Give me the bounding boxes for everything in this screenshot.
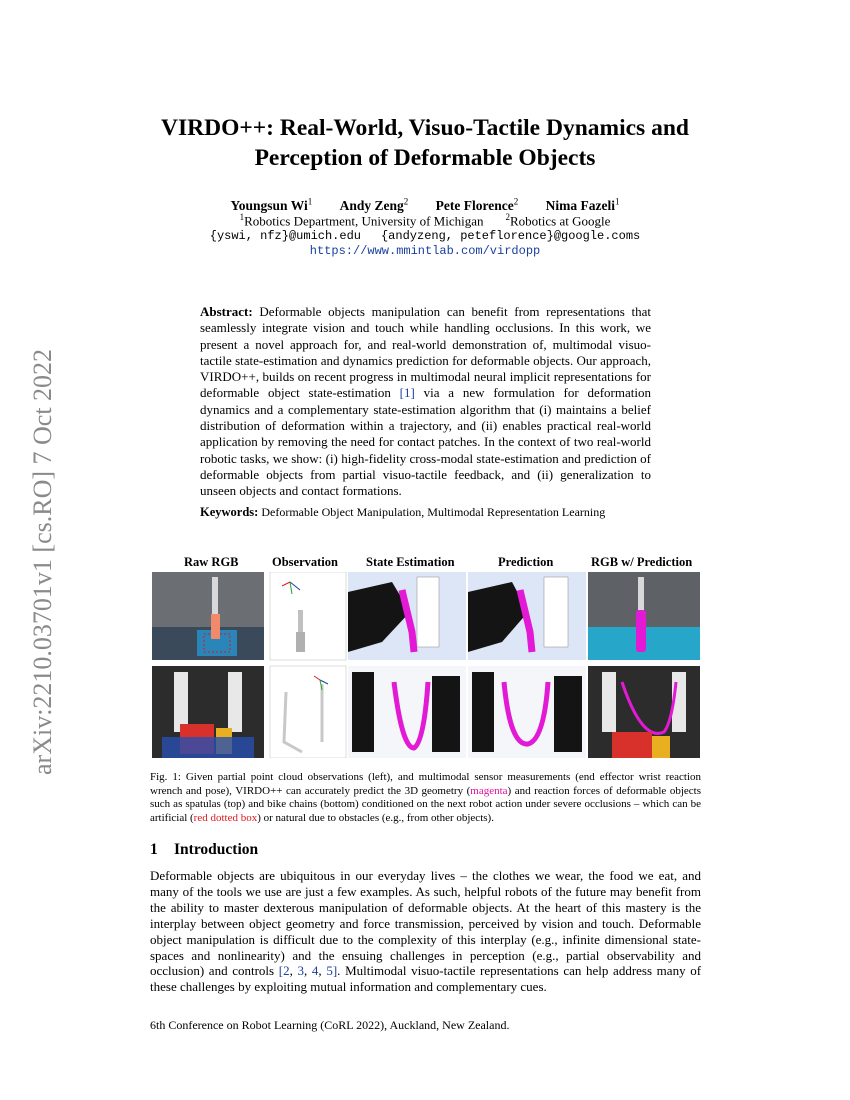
observation-chain-image xyxy=(270,666,346,758)
author-list xyxy=(120,196,730,214)
abstract-label: Abstract: xyxy=(200,304,253,319)
author-emails xyxy=(120,229,730,243)
figure-1 xyxy=(152,572,700,758)
citation-link[interactable]: 4 xyxy=(311,963,319,979)
col-header-raw-rgb: Raw RGB xyxy=(184,555,239,569)
conference-footer: 6th Conference on Robot Learning (CoRL 2022), Auckland, New Zealand. xyxy=(150,1018,510,1032)
arxiv-id: arXiv:2210.03701v1 [cs.RO] 7 Oct 2022 xyxy=(28,348,57,775)
author: Nima Fazeli$^1$ xyxy=(545,196,620,213)
col-header-rgb-prediction: RGB w/ Prediction xyxy=(591,555,693,569)
figure-column-headers xyxy=(150,555,702,571)
citation-link[interactable]: 5] xyxy=(326,963,338,979)
rgb-prediction-spatula-image xyxy=(588,572,700,660)
email-umich: {yswi, nfz}@umich.edu xyxy=(209,229,361,243)
rgb-prediction-chain-image xyxy=(588,666,700,758)
citation-link[interactable]: 3 xyxy=(297,963,305,979)
paper-title xyxy=(120,113,730,173)
caption-red-phrase: red dotted box xyxy=(193,812,258,825)
author: Youngsun Wi$^1$ xyxy=(230,196,313,213)
observation-spatula-image xyxy=(270,572,346,660)
title-line-1: VIRDO++: Real-World, Visuo-Tactile Dynamics and xyxy=(161,115,689,141)
figure-caption: Fig. 1: Given partial point cloud observations (left), and multimodal sensor measurements (end effector wrist reaction wrench and pose), VIRDO++ can accurately predict the 3D geometry (magenta) and reaction forces of deformable objects such as spatulas (top) and bike chains (bottom) conditioned on the next robot action under severe occlusions – which can be artificial (red dotted box) or natural due to obstacles (e.g., from other objects). xyxy=(150,771,701,825)
raw-rgb-chain-image xyxy=(152,666,264,758)
prediction-chain-image xyxy=(468,666,586,758)
citation-link[interactable]: [2 xyxy=(278,963,290,979)
state-estimation-chain-image xyxy=(348,666,466,758)
section-heading-introduction: 1 Introduction xyxy=(150,841,259,858)
citation-link[interactable]: [1] xyxy=(399,385,415,401)
state-estimation-spatula-image xyxy=(348,572,466,660)
author: Andy Zeng$^2$ xyxy=(339,196,409,213)
col-header-observation: Observation xyxy=(272,555,338,569)
raw-rgb-spatula-image xyxy=(152,572,264,660)
title-line-2: Perception of Deformable Objects xyxy=(254,145,596,171)
intro-paragraph: Deformable objects are ubiquitous in our everyday lives – the clothes we wear, the food we eat, and many of the tools we use are just a few examples. As such, helpful robots of the future may benefit from the ability to master dexterous manipulation of deformable objects. At the heart of this mastery is the interplay between object geometry and force transmission, perceived by vision and touch. Deformable object manipulation is difficult due to the complexity of this interplay (e.g., infinite dimensional state-spaces and nonlinearity) and the ensuing challenges in perception (e.g., partial observability and occlusion) and controls [2, 3, 4, 5]. Multimodal visuo-tactile representations can help address many of these challenges by exploiting mutual information and complementary cues. xyxy=(150,868,702,995)
arxiv-stamp xyxy=(8,300,58,780)
keywords: Keywords: Deformable Object Manipulation, Multimodal Representation Learning xyxy=(200,505,606,519)
col-header-state-estimation: State Estimation xyxy=(366,555,455,569)
caption-magenta-word: magenta xyxy=(470,784,508,797)
email-google: {andyzeng, peteflorence}@google.coms xyxy=(380,229,641,243)
affiliations: $^1$Robotics Department, University of Michigan $^2$Robotics at Google xyxy=(239,212,611,229)
abstract: Abstract: Deformable objects manipulation can benefit from representations that seamlessly integrate vision and touch while handling occlusions. In this work, we present a novel approach for, and real-world demonstration of, multimodal visuo-tactile state-estimation and dynamics prediction for deformable objects. Our approach, VIRDO++, builds on recent progress in multimodal neural implicit representations for deformable object state-estimation [1] via a new formulation for deformation dynamics and a complementary state-estimation algorithm that (i) maintains a belief distribution of deformation within a trajectory, and (ii) enables practical real-world application by removing the need for contact patches. In the context of two real-world robotic tasks, we show: (i) high-fidelity cross-modal state-estimation and prediction of deformable objects from partial visuo-tactile feedback, and (ii) generalization to unseen objects and contact formations. xyxy=(200,304,652,499)
project-url-link[interactable]: https://www.mmintlab.com/virdopp xyxy=(309,244,541,258)
col-header-prediction: Prediction xyxy=(498,555,554,569)
prediction-spatula-image xyxy=(468,572,586,660)
author: Pete Florence$^2$ xyxy=(435,196,519,213)
